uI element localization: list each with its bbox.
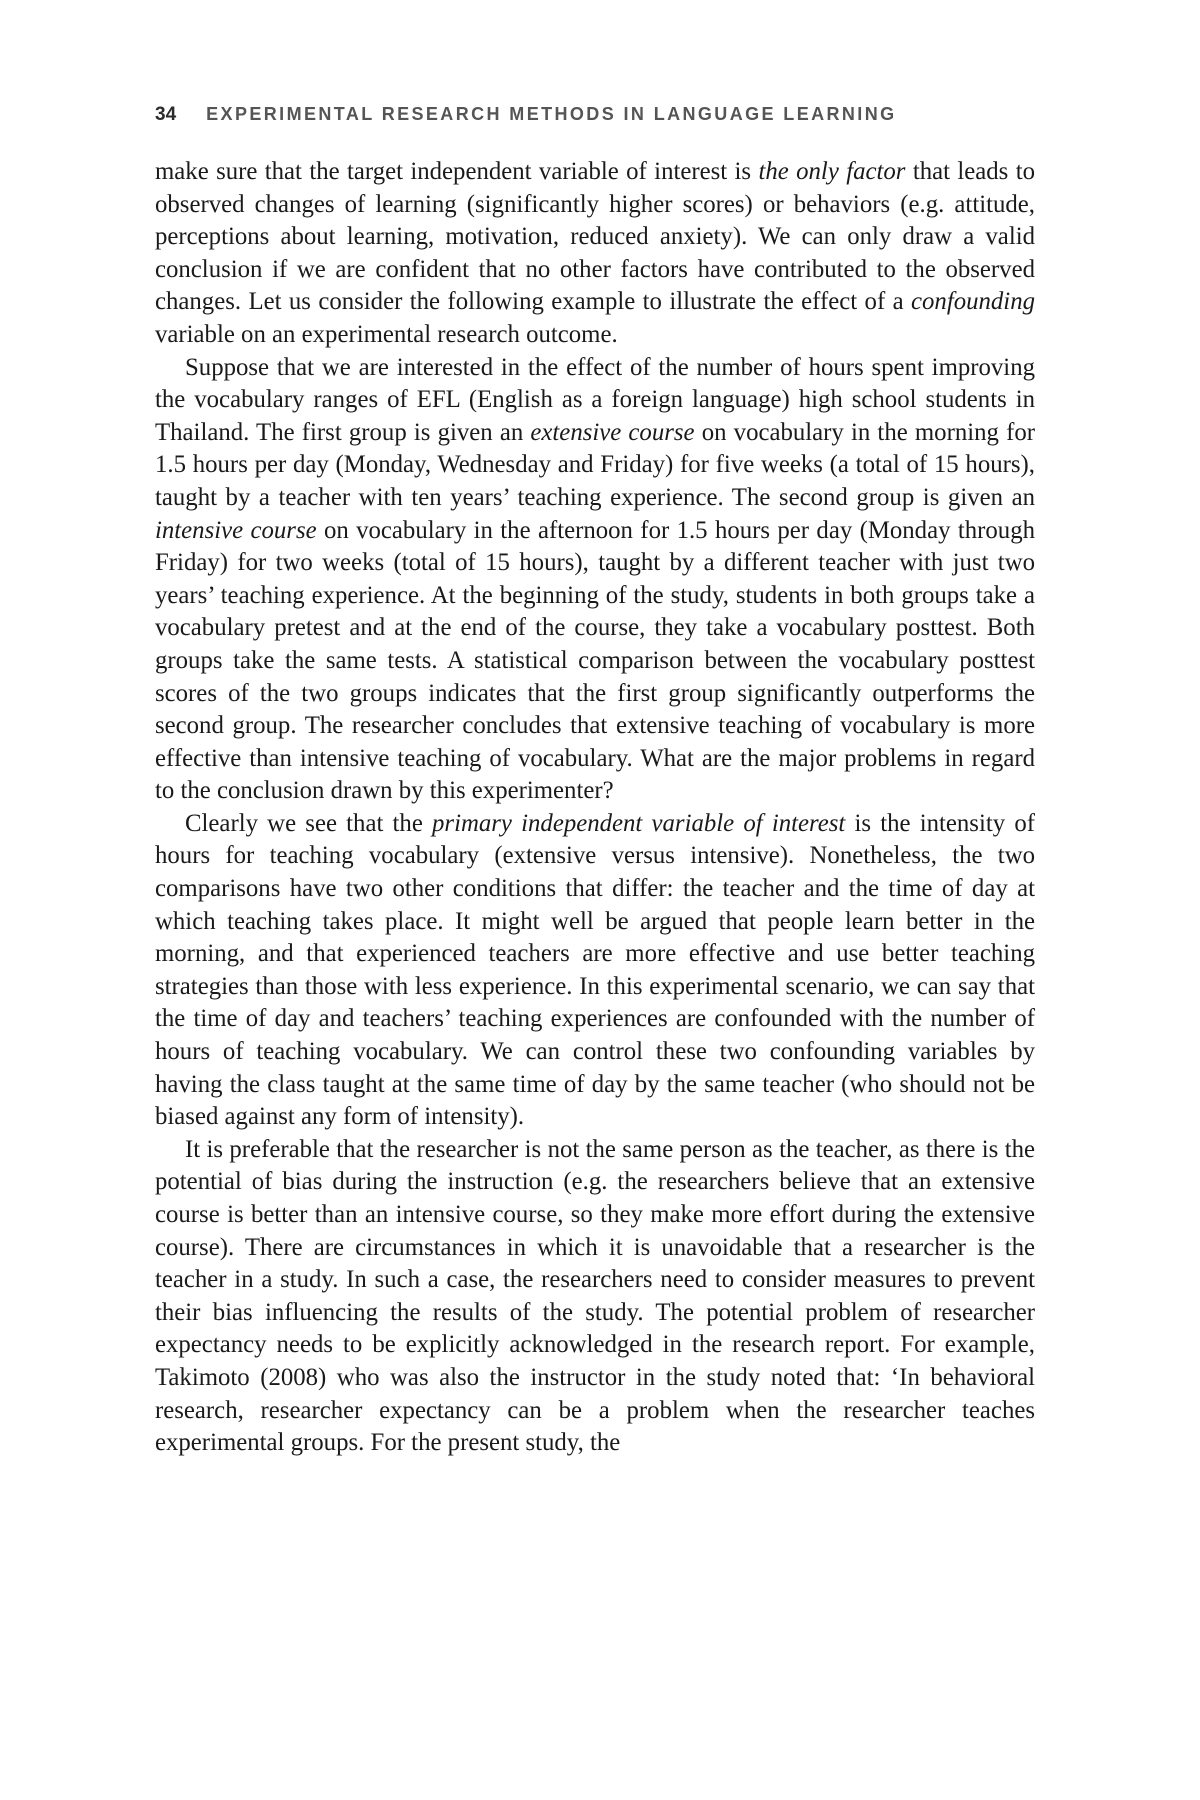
emphasis-text: intensive course: [155, 516, 317, 544]
emphasis-text: extensive course: [530, 418, 695, 446]
emphasis-text: the only factor: [758, 158, 906, 185]
emphasis-text: primary independent variable of interest: [432, 809, 846, 837]
paragraph-text: is the intensity of hours for teaching vocabulary (extensive versus intensive). Nonetheless, the two comparisons have two other conditions that differ: the teacher and the time of day at which teaching takes place. It might well be argued that people learn better in the morning, and that experienced teachers are more effective and use better teaching strategies than those with less experience. In this experimental scenario, we can say that the time of day and teachers’ teaching experiences are confounded with the number of hours of teaching vocabulary. We can control these two confounding variables by having the class taught at the same time of day by the same teacher (who should not be biased against any form of intensity).: [155, 809, 1035, 1131]
emphasis-text: confounding: [911, 288, 1035, 316]
page-number: 34: [155, 104, 177, 125]
paragraph-text: on vocabulary in the morning for 1.5 hours per day (Monday, Wednesday and Friday) for five weeks (a total of 15 hours), taught by a teacher with ten years’ teaching experience. The second group is given an: [155, 418, 1035, 511]
paragraph-text: make sure that the target independent variable of interest is: [155, 158, 759, 185]
paragraph-text: Suppose that we are interested in the effect of the number of hours spent improving the vocabulary ranges of EFL (English as a foreign language) high school students in Thailand. The first group is given an: [155, 353, 1035, 446]
paragraph-2: [155, 352, 1035, 808]
running-head: [155, 104, 1035, 134]
body-text: [155, 156, 1035, 1460]
paragraph-text: Clearly we see that the: [185, 809, 433, 837]
paragraph-text: variable on an experimental research outcome.: [155, 320, 618, 348]
book-title: EXPERIMENTAL RESEARCH METHODS IN LANGUAGE LEARNING: [206, 104, 897, 124]
paragraph-4: [155, 1134, 1035, 1460]
paragraph-text: that leads to observed changes of learning (significantly higher scores) or behaviors (e.g. attitude, perceptions about learning, motivation, reduced anxiety). We can only draw a valid conclusion if we are confident that no other factors have contributed to the observed changes. Let us consider the following example to illustrate the effect of a: [155, 158, 1035, 316]
book-page: [155, 104, 1035, 1460]
paragraph-1: [155, 156, 1035, 352]
paragraph-text: It is preferable that the researcher is not the same person as the teacher, as there is the potential of bias during the instruction (e.g. the researchers believe that an extensive course is better than an intensive course, so they make more effort during the extensive course). There are circumstances in which it is unavoidable that a researcher is the teacher in a study. In such a case, the researchers need to consider measures to prevent their bias influencing the results of the study. The potential problem of researcher expectancy needs to be explicitly acknowledged in the research report. For example, Takimoto (2008) who was also the instructor in the study noted that: ‘In behavioral research, researcher expectancy can be a problem when the researcher teaches experimental groups. For the present study, the: [155, 1135, 1035, 1457]
paragraph-text: on vocabulary in the afternoon for 1.5 hours per day (Monday through Friday) for two weeks (total of 15 hours), taught by a different teacher with just two years’ teaching experience. At the beginning of the study, students in both groups take a vocabulary pretest and at the end of the course, they take a vocabulary posttest. Both groups take the same tests. A statistical comparison between the vocabulary posttest scores of the two groups indicates that the first group significantly outperforms the second group. The researcher concludes that extensive teaching of vocabulary is more effective than intensive teaching of vocabulary. What are the major problems in regard to the conclusion drawn by this experimenter?: [155, 516, 1035, 805]
paragraph-3: [155, 808, 1035, 1134]
